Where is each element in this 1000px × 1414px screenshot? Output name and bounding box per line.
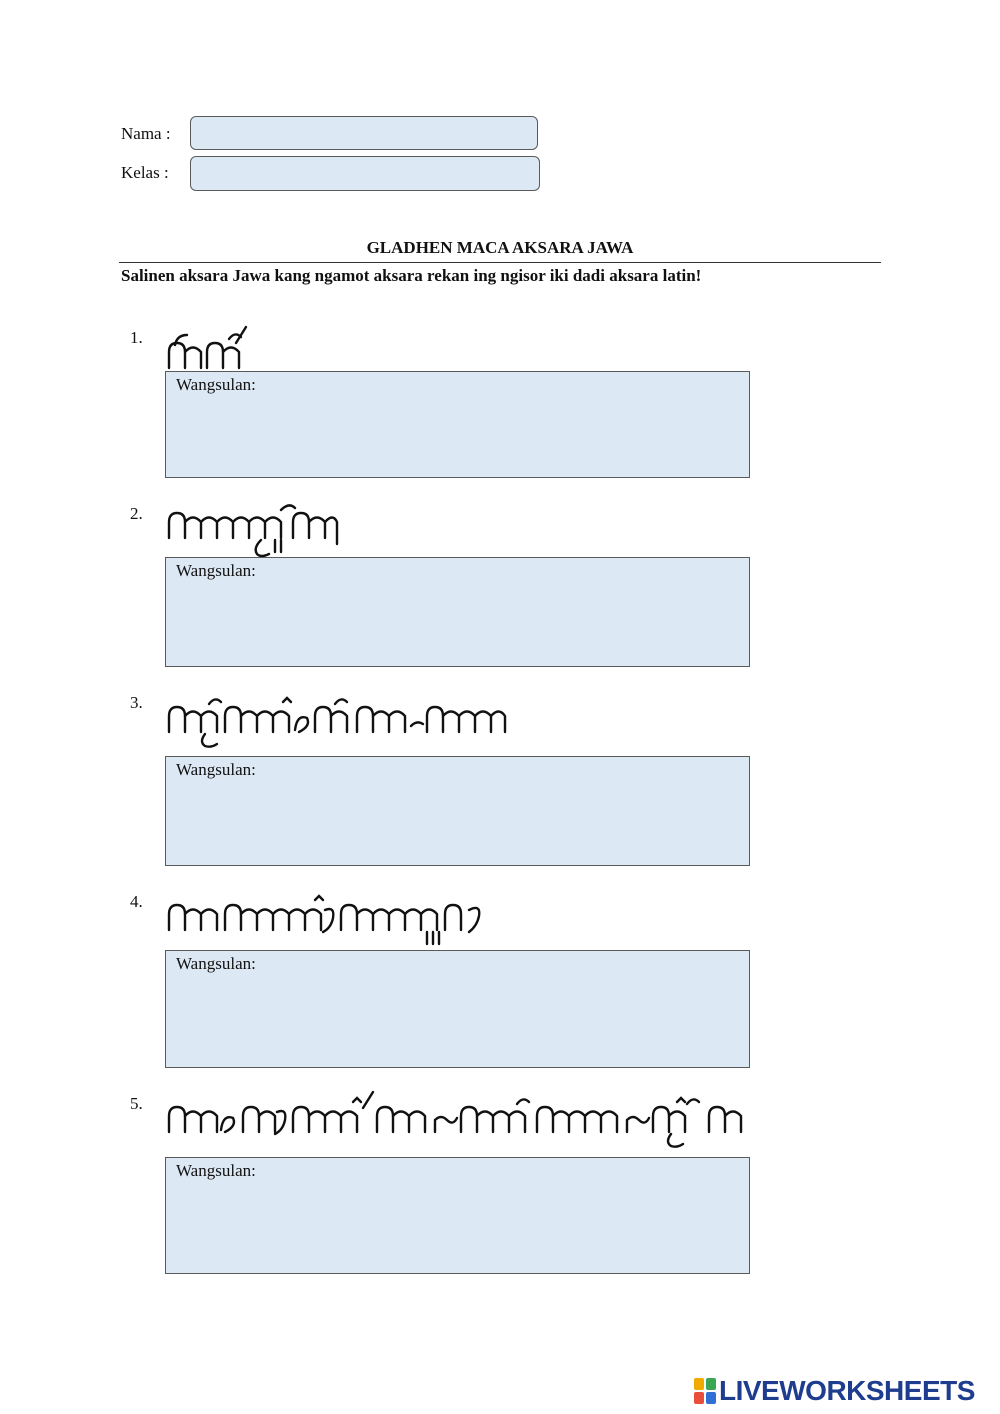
worksheet-title: GLADHEN MACA AKSARA JAWA [366, 238, 634, 257]
answer-label: Wangsulan: [176, 375, 256, 394]
class-field[interactable] [190, 156, 540, 191]
question-number: 4. [130, 892, 143, 911]
answer-label: Wangsulan: [176, 1161, 256, 1180]
question-number: 2. [130, 504, 143, 523]
answer-box [165, 756, 750, 866]
javanese-script-line [165, 1090, 750, 1150]
liveworksheets-brand [694, 1376, 975, 1406]
javanese-script-line [165, 888, 495, 948]
answer-label: Wangsulan: [176, 954, 256, 973]
class-label: Kelas : [121, 163, 169, 182]
answer-box [165, 557, 750, 667]
instruction-text: Salinen aksara Jawa kang ngamot aksara rekan ing ngisor iki dadi aksara latin! [121, 266, 702, 285]
answer-label: Wangsulan: [176, 561, 256, 580]
javanese-script-line [165, 498, 345, 558]
liveworksheets-logo-icon [694, 1378, 716, 1404]
answer-input[interactable] [174, 584, 741, 660]
answer-input[interactable] [174, 977, 741, 1061]
brand-text: LIVEWORKSHEETS [719, 1375, 975, 1406]
javanese-script-line [165, 690, 510, 750]
title-divider [119, 262, 881, 263]
answer-input[interactable] [174, 783, 741, 859]
question-number: 5. [130, 1094, 143, 1113]
answer-label: Wangsulan: [176, 760, 256, 779]
question-number: 3. [130, 693, 143, 712]
name-label: Nama : [121, 124, 171, 143]
name-field[interactable] [190, 116, 538, 150]
answer-box [165, 371, 750, 478]
answer-input[interactable] [174, 1184, 741, 1267]
question-number: 1. [130, 328, 143, 347]
answer-input[interactable] [174, 398, 741, 471]
answer-box [165, 950, 750, 1068]
answer-box [165, 1157, 750, 1274]
javanese-script-line [165, 318, 255, 378]
